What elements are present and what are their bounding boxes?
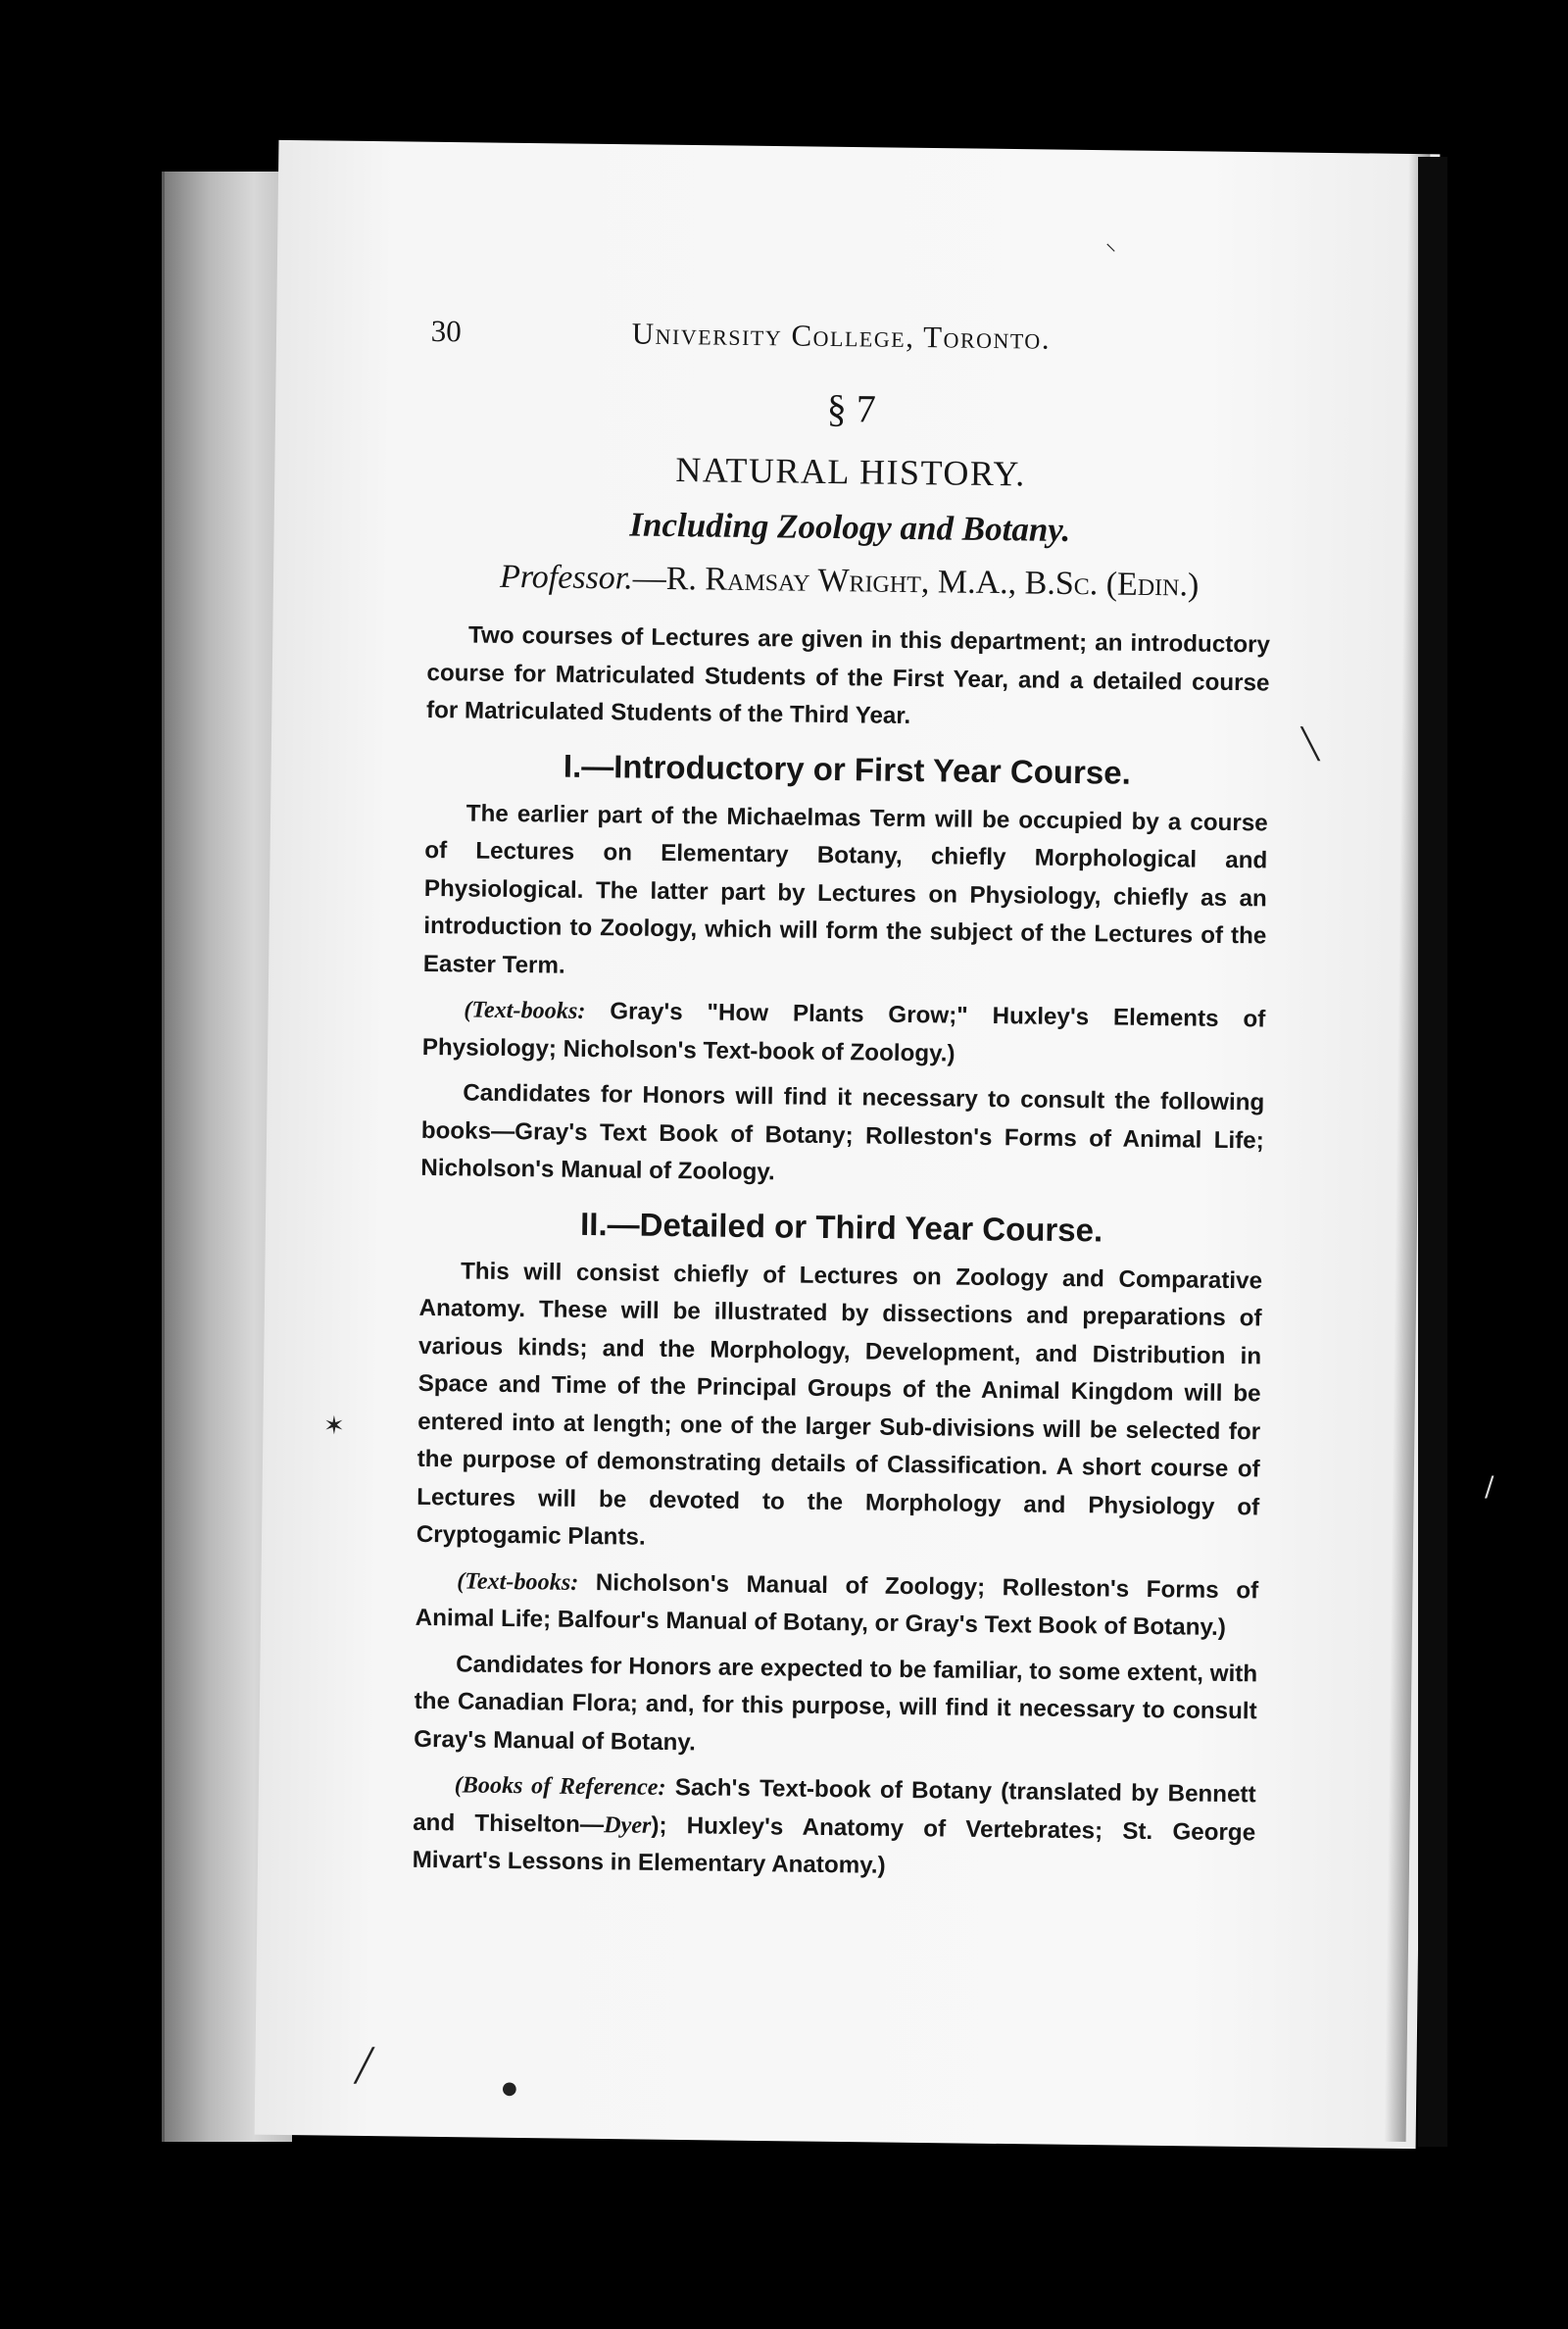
course-two-textbooks xyxy=(416,1561,1259,1648)
reference-text-start: Sach's Text-book of Botany (translated by Bennett and Thiselton— xyxy=(413,1774,1256,1838)
professor-role: Professor. xyxy=(499,558,633,597)
professor-name: —R. Ramsay Wright, M.A., B.Sc. (Edin.) xyxy=(632,560,1200,604)
reference-label: (Books of Reference: xyxy=(454,1771,666,1802)
course-one-honors: Candidates for Honors will find it necessary to consult the following books—Gray's Text Book of Botany; Rolleston's Forms of Animal Life; Nicholson's Manual of Zoology. xyxy=(420,1079,1265,1186)
course-two-honors: Candidates for Honors are expected to be familiar, to some extent, with the Canadian Flora; and, for this purpose, will find it necessary to consult Gray's Manual of Botany. xyxy=(414,1650,1258,1756)
books-of-reference xyxy=(412,1766,1255,1890)
ink-speck: ⸜ xyxy=(1105,231,1117,256)
textbooks-label: (Text-books: xyxy=(464,996,586,1024)
ink-speck: / xyxy=(1485,1470,1494,1503)
course-two-heading: II.—Detailed or Third Year Course. xyxy=(579,1205,1103,1248)
section-number: § 7 xyxy=(826,385,877,431)
course-one-description: The earlier part of the Michaelmas Term will be occupied by a course of Lectures on Elementary Botany, chiefly Morphological and Physiological. The latter part by Lectures on Physiology, chiefly as an introduction to Zoology, which will form the subject of the Lectures of the Easter Term. xyxy=(422,799,1268,979)
ink-speck: ╱ xyxy=(355,2047,374,2084)
running-title: University College, Toronto. xyxy=(631,316,1052,356)
course-one-textbooks xyxy=(422,991,1266,1077)
textbooks-list: Nicholson's Manual of Zoology; Rolleston's Forms of Animal Life; Balfour's Manual of Botany, or Gray's Text Book of Botany.) xyxy=(415,1568,1259,1642)
binding-edge xyxy=(1418,157,1447,2147)
professor-line xyxy=(427,558,1270,606)
course-two-description: This will consist chiefly of Lectures on Zoology and Comparative Anatomy. These will be illustrated by dissections and preparations of various kinds; and the Morphology, Development, and Distribution in Space and Time of the Principal Groups of the Animal Kingdom will be entered into at length; one of the larger Sub-divisions will be selected for the purpose of demonstrating details of Classification. A short course of Lectures will be devoted to the Morphology and Physiology of Cryptogamic Plants. xyxy=(416,1257,1263,1551)
ink-speck: ╲ xyxy=(1301,727,1320,762)
section-title: NATURAL HISTORY. xyxy=(675,450,1026,494)
reference-dyer: Dyer xyxy=(603,1810,652,1839)
page-number: 30 xyxy=(430,314,462,349)
textbooks-list: Gray's "How Plants Grow;" Huxley's Elements of Physiology; Nicholson's Text-book of Zoology.) xyxy=(421,998,1266,1067)
ink-speck: ● xyxy=(502,2078,517,2099)
intro-paragraph: Two courses of Lectures are given in this department; an introductory course for Matriculated Students of the First Year, and a detailed course for Matriculated Students of the Third Year. xyxy=(425,621,1271,730)
textbooks-label: (Text-books: xyxy=(457,1566,579,1596)
page-text xyxy=(412,314,1274,1898)
ink-speck: ✶ xyxy=(323,1412,345,1441)
course-one-heading: I.—Introductory or First Year Course. xyxy=(563,747,1131,791)
reference-text-end: ); Huxley's Anatomy of Vertebrates; St. George Mivart's Lessons in Elementary Anatomy.) xyxy=(412,1811,1256,1879)
section-subtitle: Including Zoology and Botany. xyxy=(629,505,1071,549)
